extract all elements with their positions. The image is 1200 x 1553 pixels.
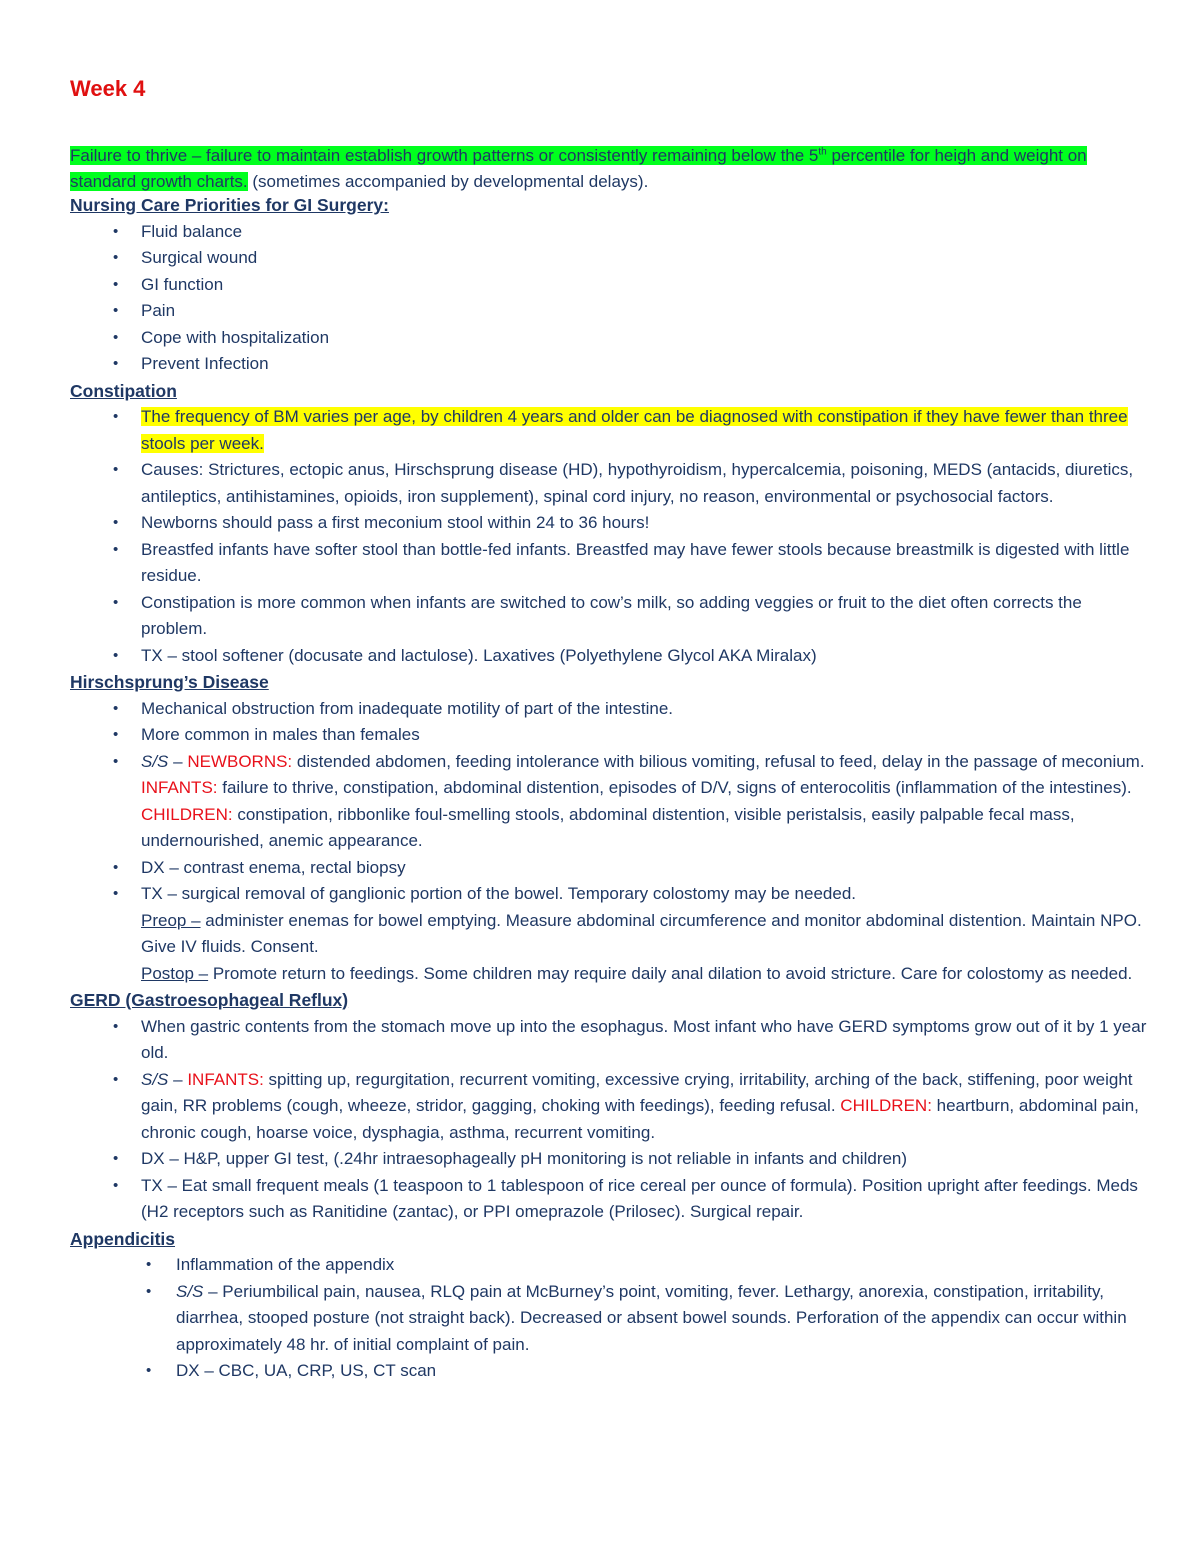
list-item [70, 1014, 1150, 1067]
bullet-icon: • [113, 275, 119, 293]
list-item [70, 696, 1150, 723]
bullet-icon: • [113, 540, 119, 558]
list-item-text: TX – surgical removal of ganglionic portion of the bowel. Temporary colostomy may be needed. [141, 884, 857, 903]
list-item-text: Newborns should pass a first meconium stool within 24 to 36 hours! [141, 513, 650, 532]
infants-label: INFANTS: [187, 1069, 264, 1089]
list-item-text: More common in males than females [141, 725, 420, 744]
list-item-text: Breastfed infants have softer stool than bottle-fed infants. Breastfed may have fewer stools because breastmilk is digested with little residue. [141, 539, 1130, 585]
bullet-icon: • [113, 593, 119, 611]
bullet-icon: • [113, 408, 119, 425]
children-label: CHILDREN: [141, 804, 233, 824]
ss-text: – Periumbilical pain, nausea, RLQ pain at McBurney’s point, vomiting, fever. Lethargy, anorexia, constipation, irritability, diarrhea, stooped posture (not straight back). Decreased or absent bowel sounds. Perforation of the appendix can occur within approximately 48 hr. of initial complaint of pain. [176, 1281, 1127, 1354]
constipation-list [70, 404, 1150, 669]
bullet-icon: • [113, 1017, 119, 1035]
bullet-icon: • [113, 222, 119, 240]
list-item-text: Causes: Strictures, ectopic anus, Hirschsprung disease (HD), hypothyroidism, hypercalcemia, poisoning, MEDS (antacids, diuretics, antileptics, antihistamines, opioids, iron supplement), spinal cord injury, no reason, environmental or psychosocial factors. [141, 460, 1134, 506]
list-item [70, 1358, 1150, 1385]
list-item-text: TX – stool softener (docusate and lactulose). Laxatives (Polyethylene Glycol AKA Miralax) [141, 645, 817, 665]
bullet-icon: • [113, 646, 119, 664]
intro-text-a: Failure to thrive – failure to maintain establish growth patterns or consistently remaining below the 5 [70, 145, 819, 165]
list-item [70, 325, 1150, 352]
list-item [70, 510, 1150, 537]
preop-paragraph [70, 908, 1150, 961]
list-item [70, 351, 1150, 378]
list-item [70, 855, 1150, 882]
list-item [70, 219, 1150, 246]
ss-label: S/S [141, 1069, 169, 1089]
bullet-icon: • [146, 1282, 152, 1300]
list-item-text: Mechanical obstruction from inadequate motility of part of the intestine. [141, 698, 674, 718]
list-item [70, 1146, 1150, 1173]
children-text: constipation, ribbonlike foul-smelling stools, abdominal distention, visible peristalsis, easily palpable fecal mass, undernourished, anemic appearance. [141, 804, 1075, 850]
list-item [70, 457, 1150, 510]
bullet-icon: • [113, 699, 119, 717]
list-item [70, 590, 1150, 643]
list-item [70, 298, 1150, 325]
bullet-icon: • [146, 1362, 152, 1379]
list-item-text: Pain [141, 301, 176, 320]
list-item [70, 537, 1150, 590]
bullet-icon: • [113, 752, 119, 770]
intro-text-b: percentile for heigh and weight on standard growth charts. [70, 145, 1087, 192]
list-item-text: TX – Eat small frequent meals (1 teaspoon to 1 tablespoon of rice cereal per ounce of formula). Position upright after feedings. Meds (H2 receptors such as Ranitidine (zantac), or PPI omeprazole (Prilosec). Surgical repair. [141, 1175, 1138, 1221]
preop-label: Preop – [141, 910, 201, 930]
ss-dash: – [168, 751, 188, 771]
list-item-text: Surgical wound [141, 248, 258, 267]
document-body [70, 192, 1150, 1385]
infants-text: spitting up, regurgitation, recurrent vomiting, excessive crying, irritability, arching of the back, stiffening, poor weight gain, RR problems (cough, wheeze, stridor, gagging, choking with feedings), feeding refusal. [141, 1069, 1133, 1115]
section-heading-gerd: GERD (Gastroesophageal Reflux) [70, 990, 349, 1010]
list-item [70, 404, 1150, 457]
bullet-icon: • [113, 885, 119, 902]
bullet-icon: • [113, 302, 119, 319]
list-item-text: DX – CBC, UA, CRP, US, CT scan [176, 1361, 437, 1380]
list-item [70, 1252, 1150, 1279]
section-heading-nursing: Nursing Care Priorities for GI Surgery: [70, 195, 389, 215]
children-text: heartburn, abdominal pain, chronic cough, hoarse voice, dysphagia, asthma, recurrent vomiting. [141, 1096, 1139, 1142]
bullet-icon: • [113, 355, 119, 372]
infants-text: failure to thrive, constipation, abdominal distention, episodes of D/V, signs of enterocolitis (inflammation of the intestines). [217, 778, 1132, 797]
children-label: CHILDREN: [840, 1096, 932, 1115]
bullet-icon: • [113, 726, 119, 743]
preop-text: administer enemas for bowel emptying. Measure abdominal circumference and monitor abdominal distention. Maintain NPO. Give IV fluids. Consent. [141, 910, 1142, 956]
list-item-text: Fluid balance [141, 221, 243, 241]
list-item-text: DX – H&P, upper GI test, (.24hr intraesophageally pH monitoring is not reliable in infants and children) [141, 1149, 908, 1168]
list-item-text: Inflammation of the appendix [176, 1255, 395, 1274]
list-item [70, 881, 1150, 908]
nursing-list [70, 219, 1150, 378]
section-heading-constipation: Constipation [70, 380, 177, 401]
list-item [70, 245, 1150, 272]
list-item-text: GI function [141, 274, 224, 294]
newborns-text: distended abdomen, feeding intolerance with bilious vomiting, refusal to feed, delay in the passage of meconium. [292, 751, 1145, 771]
ss-label: S/S [141, 751, 169, 771]
bullet-icon: • [113, 1070, 119, 1088]
bullet-icon: • [146, 1256, 152, 1273]
list-item-text: DX – contrast enema, rectal biopsy [141, 857, 406, 877]
appendicitis-list [70, 1252, 1150, 1385]
bullet-icon: • [113, 858, 119, 876]
page-title: Week 4 [70, 76, 146, 101]
list-item [70, 1067, 1150, 1147]
list-item-text: Prevent Infection [141, 354, 269, 373]
gerd-list [70, 1014, 1150, 1226]
list-item [70, 1279, 1150, 1359]
hirschsprung-list [70, 696, 1150, 908]
ss-dash: – [168, 1069, 188, 1089]
postop-text: Promote return to feedings. Some children may require daily anal dilation to avoid stricture. Care for colostomy as needed. [208, 963, 1133, 983]
list-item-text: Cope with hospitalization [141, 327, 330, 347]
bullet-icon: • [113, 1176, 119, 1194]
newborns-label: NEWBORNS: [187, 751, 293, 771]
bullet-icon: • [113, 514, 119, 531]
list-item [70, 722, 1150, 749]
section-heading-appendicitis: Appendicitis [70, 1228, 176, 1249]
list-item-text: When gastric contents from the stomach move up into the esophagus. Most infant who have GERD symptoms grow out of it by 1 year old. [141, 1016, 1147, 1062]
postop-label: Postop – [141, 963, 209, 983]
bullet-icon: • [113, 461, 119, 478]
list-item-text-highlighted: The frequency of BM varies per age, by children 4 years and older can be diagnosed with constipation if they have fewer than three stools per week. [141, 407, 1128, 453]
postop-paragraph [70, 961, 1150, 988]
bullet-icon: • [113, 1150, 119, 1167]
list-item [70, 272, 1150, 299]
list-item [70, 1173, 1150, 1226]
list-item-text: Constipation is more common when infants are switched to cow’s milk, so adding veggies or fruit to the diet often corrects the problem. [141, 592, 1082, 638]
list-item [70, 749, 1150, 855]
ss-label: S/S [176, 1281, 204, 1301]
intro-paragraph [70, 139, 1145, 196]
infants-label: INFANTS: [141, 778, 218, 797]
bullet-icon: • [113, 249, 119, 266]
intro-tail: (sometimes accompanied by developmental delays). [247, 172, 649, 192]
intro-superscript: th [818, 146, 827, 157]
section-heading-hirschsprung: Hirschsprung’s Disease [70, 672, 269, 692]
list-item [70, 643, 1150, 670]
bullet-icon: • [113, 328, 119, 346]
